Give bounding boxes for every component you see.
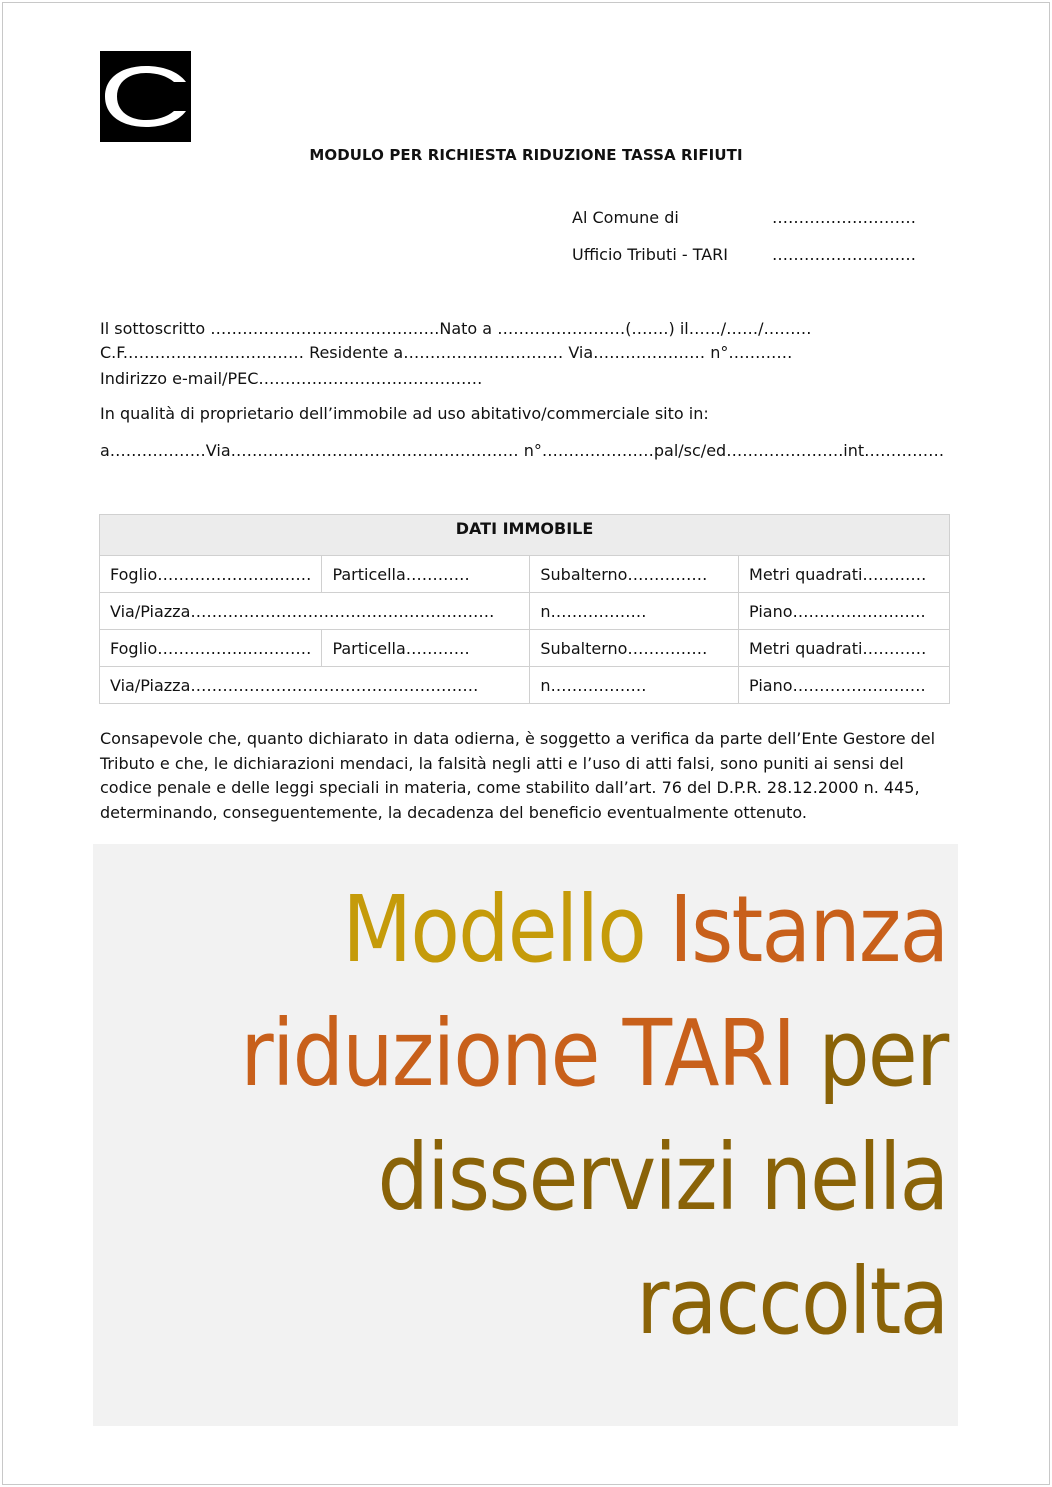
recipient-comune-blank: ……………………… (772, 208, 916, 227)
banner-word: riduzione (240, 1000, 600, 1107)
banner-line (241, 868, 948, 992)
particella-cell: Particella………… (322, 630, 530, 667)
metri-quadrati-cell: Metri quadrati………… (739, 556, 950, 593)
particella-cell: Particella………… (322, 556, 530, 593)
foglio-cell: Foglio…………………..…… (100, 556, 322, 593)
banner-line (241, 992, 948, 1116)
banner-word: disservizi nella (377, 1124, 948, 1231)
banner-title (241, 868, 948, 1364)
table-header-row (100, 515, 950, 556)
subalterno-cell: Subalterno…………… (530, 556, 739, 593)
recipient-ufficio (572, 245, 916, 264)
via-piazza-cell: Via/Piazza………………………………………………… (100, 593, 530, 630)
logo (100, 51, 191, 142)
banner-word: Istanza (645, 876, 948, 983)
table-row (100, 667, 950, 704)
recipient-ufficio-label: Ufficio Tributi - TARI (572, 245, 729, 264)
numero-cell: n……………… (530, 593, 739, 630)
declarant-line-residence: C.F.…………………………… Residente a………………………… Via………………… n°………… (100, 343, 793, 362)
banner-word: Modello (342, 876, 646, 983)
declarant-line-email: Indirizzo e-mail/PEC…………………………………… (100, 369, 483, 388)
recipient-ufficio-blank: ……………………… (772, 245, 916, 264)
table-row (100, 630, 950, 667)
document-title: MODULO PER RICHIESTA RIDUZIONE TASSA RIFIUTI (309, 146, 743, 164)
banner-word: raccolta (636, 1248, 948, 1355)
declarant-line-address: a………………Via……………………………………………… n°…………………pal/sc/ed………………….int…………… (100, 441, 945, 460)
banner-line (241, 1116, 948, 1240)
piano-cell: Piano……………………. (739, 593, 950, 630)
metri-quadrati-cell: Metri quadrati………… (739, 630, 950, 667)
table-row (100, 593, 950, 630)
recipient-comune-label: Al Comune di (572, 208, 679, 227)
c-logo-icon (100, 51, 191, 142)
numero-cell: n……………… (530, 667, 739, 704)
declarant-line-ownership: In qualità di proprietario dell’immobile ad uso abitativo/commerciale sito in: (100, 404, 709, 423)
piano-cell: Piano……………………. (739, 667, 950, 704)
subalterno-cell: Subalterno…………… (530, 630, 739, 667)
declarant-line-identity: Il sottoscritto …………………………………….Nato a ……………………(…….) il……/……/……… (100, 319, 812, 338)
banner-word: TARI (599, 1000, 795, 1107)
table-header: DATI IMMOBILE (100, 515, 950, 556)
foglio-cell: Foglio……………..………… (100, 630, 322, 667)
via-piazza-cell: Via/Piazza……………………………………………… (100, 667, 530, 704)
recipient-comune (572, 208, 916, 227)
banner-line (241, 1240, 948, 1364)
banner-word: per (794, 1000, 948, 1107)
title-banner (93, 844, 958, 1426)
property-data-table (99, 514, 950, 704)
declaration-paragraph: Consapevole che, quanto dichiarato in data odierna, è soggetto a verifica da parte dell’Ente Gestore del Tributo e che, le dichiarazioni mendaci, la falsità negli atti e l’uso di atti falsi, sono puniti ai sensi del codice penale e delle leggi speciali in materia, come stabilito dall’art. 76 del D.P.R. 28.12.2000 n. 445, determinando, conseguentemente, la decadenza del beneficio eventualmente ottenuto. (100, 729, 936, 822)
table-row (100, 556, 950, 593)
